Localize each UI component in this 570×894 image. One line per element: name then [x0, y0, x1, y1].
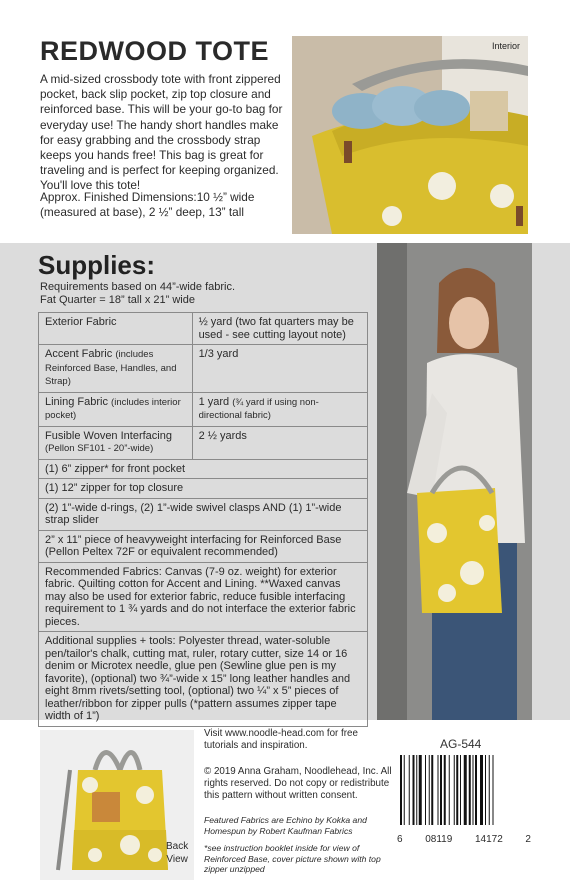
barcode-bar — [454, 755, 455, 825]
recommended-fabrics: Recommended Fabrics: Canvas (7-9 oz. weight) for exterior fabric. Quilting cotton for Accent and Lining. **Waxed canvas may also be used for exterior fabric, reduce fusible interfacing requirement to 1 ¾ yards and do not interface the exterior fabric pieces. — [39, 562, 368, 632]
barcode-bar — [438, 755, 439, 825]
barcode-bar — [431, 755, 433, 825]
barcode-bar — [449, 755, 450, 825]
barcode-icon — [400, 755, 528, 825]
supply-amount — [192, 426, 367, 459]
barcode-bar — [493, 755, 494, 825]
barcode-bar — [475, 755, 477, 825]
interior-label: Interior — [491, 41, 520, 51]
supply-item — [39, 426, 193, 459]
barcode-digit-group: 2 — [525, 834, 531, 845]
supply-item — [39, 313, 193, 345]
model-illustration — [377, 243, 532, 720]
barcode-bar — [419, 755, 422, 825]
table-row — [39, 498, 368, 530]
barcode-bar — [440, 755, 442, 825]
supply-amount-label: 2 ½ yards — [198, 429, 247, 442]
supply-item-label: Lining Fabric — [45, 395, 108, 408]
supply-item-note: (Pellon SF101 - 20”-wide) — [45, 443, 154, 454]
table-row — [39, 562, 368, 632]
table-row — [39, 479, 368, 499]
barcode-digit-group: 6 — [397, 834, 403, 845]
barcode-bar — [444, 755, 446, 825]
supply-full-row: (1) 6” zipper* for front pocket — [39, 459, 368, 479]
barcode-bar — [425, 755, 426, 825]
supply-full-row: (2) 1”-wide d-rings, (2) 1”-wide swivel clasps AND (1) 1”-wide strap slider — [39, 498, 368, 530]
supply-full-row: (1) 12” zipper for top closure — [39, 479, 368, 499]
barcode-bar — [404, 755, 405, 825]
barcode-bar — [456, 755, 458, 825]
table-row — [39, 530, 368, 562]
supply-item-note: (includes Reinforced Base, Handles, and Strap) — [45, 349, 177, 387]
featured-fabrics-note: Featured Fabrics are Echino by Kokka and Homespun by Robert Kaufman Fabrics — [204, 815, 367, 836]
back-view-label — [166, 840, 188, 866]
supply-item — [39, 345, 193, 393]
barcode-bar — [473, 755, 474, 825]
fat-quarter-note: Fat Quarter = 18” tall x 21” wide — [40, 294, 195, 306]
barcode-bar — [409, 755, 410, 825]
table-row — [39, 313, 368, 345]
supply-amount — [192, 392, 367, 426]
finished-dimensions: Approx. Finished Dimensions:10 ½” wide (measured at base), 2 ½” deep, 13” tall — [40, 190, 255, 220]
pattern-title: REDWOOD TOTE — [40, 36, 270, 66]
barcode-bar — [480, 755, 483, 825]
supply-amount — [192, 345, 367, 393]
table-row — [39, 426, 368, 459]
additional-supplies: Additional supplies + tools: Polyester thread, water-soluble pen/tailor's chalk, cutting mat, ruler, rotary cutter, size 14 or 16 denim or Microtex needle, glue pen (Sewline glue pen is my favorite), (optional) two ¾”-wide x 15” long leather handles and eight 8mm rivets/setting tool, (optional) two ¼” x 5” pieces of leather/ribbon for zipper pulls (*pattern assumes zipper tape width of 1”) — [39, 632, 368, 727]
table-row — [39, 392, 368, 426]
pattern-description: A mid-sized crossbody tote with front zippered pocket, back slip pocket, zip top closure and reinforced base. This will be your go-to bag for everyday use! The handy short handles make for easy grabbing and the crossbody strap keeps you hands free! This bag is great for traveling and is perfect for keeping organized. You'll love this tote! — [40, 72, 283, 193]
fabric-width-note: Requirements based on 44”-wide fabric. — [40, 281, 236, 293]
supply-full-row: 2” x 11” piece of heavyweight interfacing for Reinforced Base (Pellon Peltex 72F or equivalent recommended) — [39, 530, 368, 562]
barcode-bar — [469, 755, 471, 825]
back-view-label-line1: Back — [166, 841, 189, 852]
barcode-digit-group: 08119 — [425, 834, 453, 845]
supply-item-label: Exterior Fabric — [45, 316, 117, 328]
supply-amount-label: 1 yard — [198, 395, 230, 408]
interior-bag-illustration — [292, 36, 528, 234]
barcode-bar — [489, 755, 490, 825]
supply-item-label: Accent Fabric — [45, 348, 113, 360]
website-note: Visit www.noodle-head.com for free tutorials and inspiration. — [204, 728, 358, 751]
table-row — [39, 632, 368, 727]
supply-amount-label: 1/3 yard — [198, 348, 239, 360]
supply-item-note: (includes interior pocket) — [45, 396, 181, 421]
supply-amount — [192, 313, 367, 345]
pattern-sku: AG-544 — [440, 737, 482, 751]
barcode-bar — [400, 755, 402, 825]
table-row — [39, 459, 368, 479]
model-photo — [377, 243, 532, 720]
barcode-bar — [416, 755, 417, 825]
supplies-table — [38, 312, 368, 727]
barcode-bar — [413, 755, 415, 825]
barcode-bar — [429, 755, 430, 825]
supply-item-label: Fusible Woven Interfacing — [45, 429, 172, 442]
table-row — [39, 345, 368, 393]
barcode-bar — [460, 755, 461, 825]
barcode-digits — [397, 834, 531, 845]
barcode-bar — [485, 755, 486, 825]
supply-amount-note: (¾ yard if using non-directional fabric) — [198, 396, 319, 421]
supply-amount-label: ½ yard (two fat quarters may be used - see cutting layout note) — [198, 316, 354, 341]
supplies-heading: Supplies: — [38, 250, 156, 280]
back-view-label-line2: View — [166, 854, 188, 865]
instruction-note: *see instruction booklet inside for view of Reinforced Base, cover picture shown with top zipper unzipped — [204, 843, 381, 875]
supply-item — [39, 392, 193, 426]
interior-photo — [292, 36, 528, 234]
barcode-bar — [464, 755, 467, 825]
barcode-digit-group: 14172 — [474, 834, 503, 845]
copyright-notice: © 2019 Anna Graham, Noodlehead, Inc. All rights reserved. Do not copy or redistribute this pattern without written consent. — [204, 766, 392, 801]
